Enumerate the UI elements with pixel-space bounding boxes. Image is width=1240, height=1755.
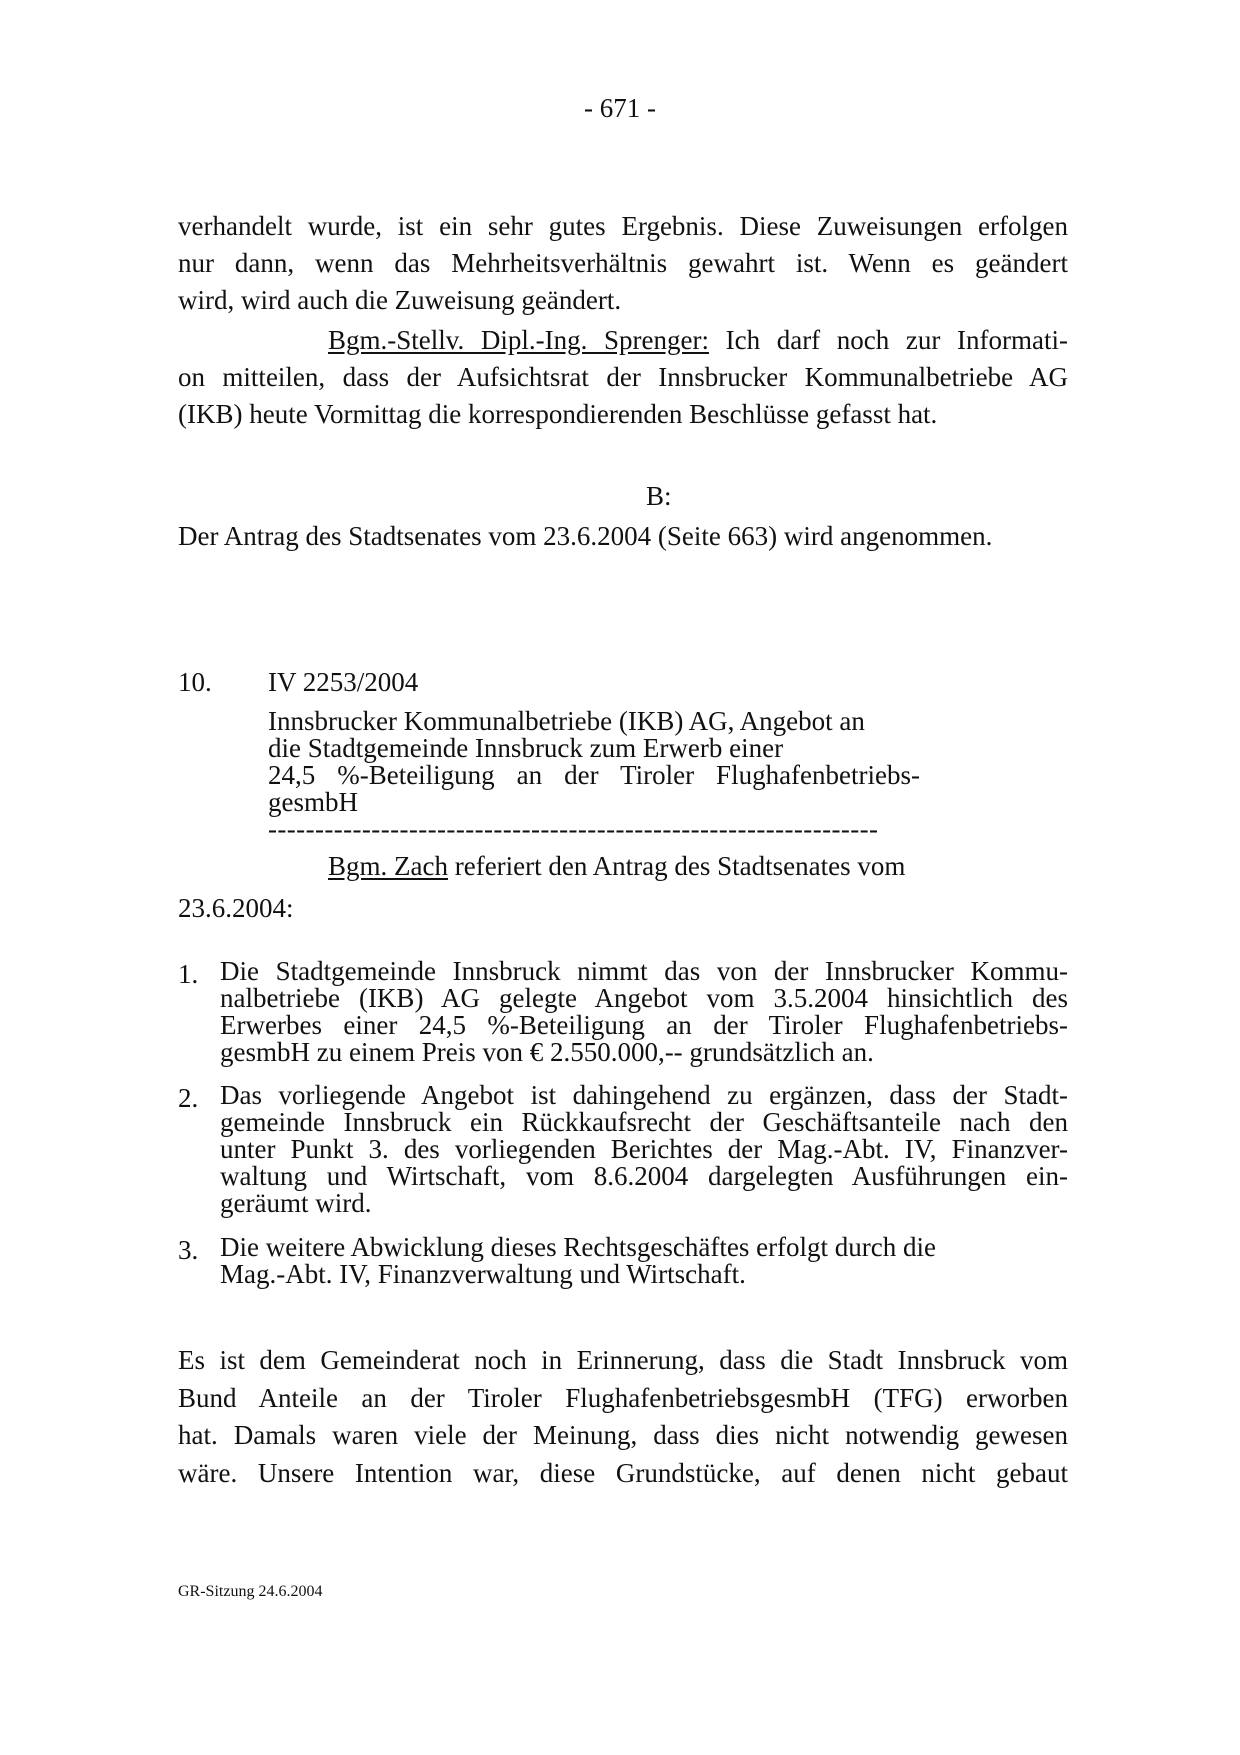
paragraph-line: Bund Anteile an der Tiroler FlughafenbetriebsgesmbH (TFG) erworben	[178, 1382, 1068, 1413]
speech-sprenger	[178, 322, 1068, 433]
list-line: waltung und Wirtschaft, vom 8.6.2004 dargelegten Ausführungen ein-	[220, 1161, 1068, 1191]
speaker-name: Bgm.-Stellv. Dipl.-Ing. Sprenger:	[328, 325, 709, 355]
intro-date: 23.6.2004:	[178, 893, 294, 923]
paragraph-line: hat. Damals waren viele der Meinung, dass dies nicht notwendig gewesen	[178, 1420, 1068, 1450]
resolution-text: Der Antrag des Stadtsenates vom 23.6.2004 (Seite 663) wird angenommen.	[178, 521, 993, 551]
paragraph-line: wird, wird auch die Zuweisung geändert.	[178, 285, 622, 315]
speaker-name: Bgm. Zach	[328, 851, 448, 881]
list-number: 1.	[178, 959, 199, 989]
list-item	[220, 958, 1068, 1066]
list-item	[220, 1234, 1068, 1288]
speech-text: Ich darf noch zur Informati-	[708, 325, 1068, 355]
paragraph-line: Es ist dem Gemeinderat noch in Erinnerung, dass die Stadt Innsbruck vom	[178, 1345, 1068, 1375]
speech-line: on mitteilen, dass der Aufsichtsrat der Innsbrucker Kommunalbetriebe AG	[178, 362, 1068, 392]
list-line: Die weitere Abwicklung dieses Rechtsgeschäftes erfolgt durch die	[220, 1232, 937, 1262]
list-number: 2.	[178, 1083, 199, 1113]
subject-line: Innsbrucker Kommunalbetriebe (IKB) AG, Angebot an	[268, 706, 865, 736]
intro-text: referiert den Antrag des Stadtsenates vom	[447, 851, 906, 881]
speech-first-line	[178, 322, 1068, 359]
paragraph-bottom	[178, 1342, 1068, 1492]
list-line: geräumt wird.	[220, 1188, 372, 1218]
list-number: 3.	[178, 1235, 199, 1265]
resolution-label: B:	[646, 481, 672, 511]
item-subject	[268, 708, 920, 843]
subject-line: 24,5 %-Beteiligung an der Tiroler Flughafenbetriebs-	[268, 760, 920, 790]
subject-line: gesmbH	[268, 787, 358, 817]
paragraph-line: nur dann, wenn das Mehrheitsverhältnis gewahrt ist. Wenn es geändert	[178, 248, 1068, 278]
list-item	[220, 1082, 1068, 1217]
list-line: gesmbH zu einem Preis von € 2.550.000,-- grundsätzlich an.	[220, 1037, 874, 1067]
list-line: Das vorliegende Angebot ist dahingehend zu ergänzen, dass der Stadt-	[220, 1080, 1068, 1110]
item-number: 10.	[178, 667, 212, 697]
list-line: Mag.-Abt. IV, Finanzverwaltung und Wirtschaft.	[220, 1259, 746, 1289]
paragraph-line: verhandelt wurde, ist ein sehr gutes Ergebnis. Diese Zuweisungen erfolgen	[178, 211, 1068, 241]
page-number: - 671 -	[584, 93, 656, 123]
list-line: unter Punkt 3. des vorliegenden Berichtes der Mag.-Abt. IV, Finanzver-	[220, 1134, 1068, 1164]
list-line: nalbetriebe (IKB) AG gelegte Angebot vom 3.5.2004 hinsichtlich des	[220, 983, 1068, 1013]
zach-intro	[328, 848, 905, 885]
list-line: gemeinde Innsbruck ein Rückkaufsrecht der Geschäftsanteile nach den	[220, 1107, 1068, 1137]
page-footer: GR-Sitzung 24.6.2004	[178, 1583, 323, 1600]
speech-line: (IKB) heute Vormittag die korrespondierenden Beschlüsse gefasst hat.	[178, 399, 938, 429]
paragraph-line: wäre. Unsere Intention war, diese Grundstücke, auf denen nicht gebaut	[178, 1457, 1068, 1488]
list-line: Die Stadtgemeinde Innsbruck nimmt das von der Innsbrucker Kommu-	[220, 956, 1068, 986]
list-line: Erwerbes einer 24,5 %-Beteiligung an der Tiroler Flughafenbetriebs-	[220, 1010, 1068, 1040]
paragraph-continuation	[178, 208, 1068, 319]
separator-rule: -----------------------------------------------------------------	[268, 814, 879, 844]
subject-line: die Stadtgemeinde Innsbruck zum Erwerb einer	[268, 733, 784, 763]
item-reference: IV 2253/2004	[268, 667, 419, 697]
